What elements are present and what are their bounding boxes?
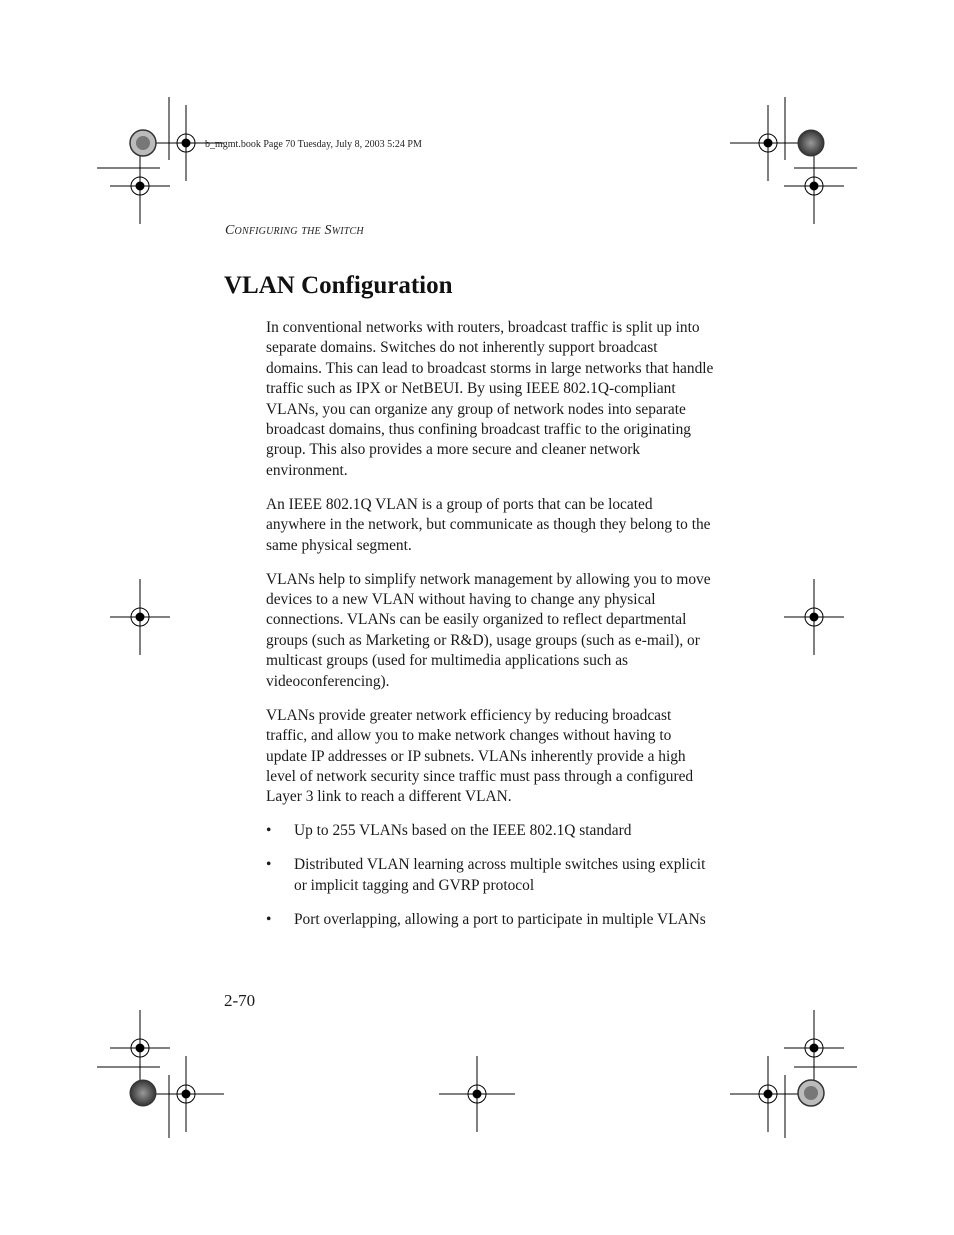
list-item-text: Port overlapping, allowing a port to participate in multiple VLANs [294, 910, 706, 928]
body-text [266, 318, 716, 944]
feature-list [266, 821, 716, 930]
paragraph-4: VLANs provide greater network efficiency by reducing broadcast traffic, and allow you to make network changes without having to update IP addresses or IP subnets. VLANs inherently provide a high level of network security since traffic must pass through a configured Layer 3 link to reach a different VLAN. [266, 706, 694, 806]
print-info-slug: b_mgmt.book Page 70 Tuesday, July 8, 2003 5:24 PM [205, 139, 422, 150]
bullet-icon: • [266, 822, 272, 840]
paragraph-1: In conventional networks with routers, broadcast traffic is split up into separate domains. Switches do not inherently support broadcast domains. This can lead to broadcast storms in large networks that handle traffic such as IPX or NetBEUI. By using IEEE 802.1Q-compliant VLANs, you can organize any group of network nodes into separate broadcast domains, thus confining broadcast traffic to the originating group. This also provides a more secure and cleaner network environment. [266, 319, 714, 479]
list-item [266, 910, 716, 930]
list-item-text: Distributed VLAN learning across multiple switches using explicit or implicit tagging and GVRP protocol [294, 856, 706, 894]
page-number: 2-70 [224, 991, 256, 1010]
paragraph-3: VLANs help to simplify network management by allowing you to move devices to a new VLAN without having to change any physical connections. VLANs can be easily organized to reflect departmental groups (such as Marketing or R&D), usage groups (such as e-mail), or multicast groups (used for multimedia applications such as videoconferencing). [266, 570, 711, 690]
section-title: VLAN Configuration [224, 272, 453, 299]
bullet-icon: • [266, 856, 272, 874]
bullet-icon: • [266, 910, 272, 928]
running-head: Configuring the Switch [225, 223, 364, 238]
paragraph-2: An IEEE 802.1Q VLAN is a group of ports that can be located anywhere in the network, but communicate as though they belong to the same physical segment. [266, 495, 711, 554]
list-item [266, 855, 716, 896]
list-item [266, 821, 716, 841]
list-item-text: Up to 255 VLANs based on the IEEE 802.1Q standard [294, 822, 632, 840]
